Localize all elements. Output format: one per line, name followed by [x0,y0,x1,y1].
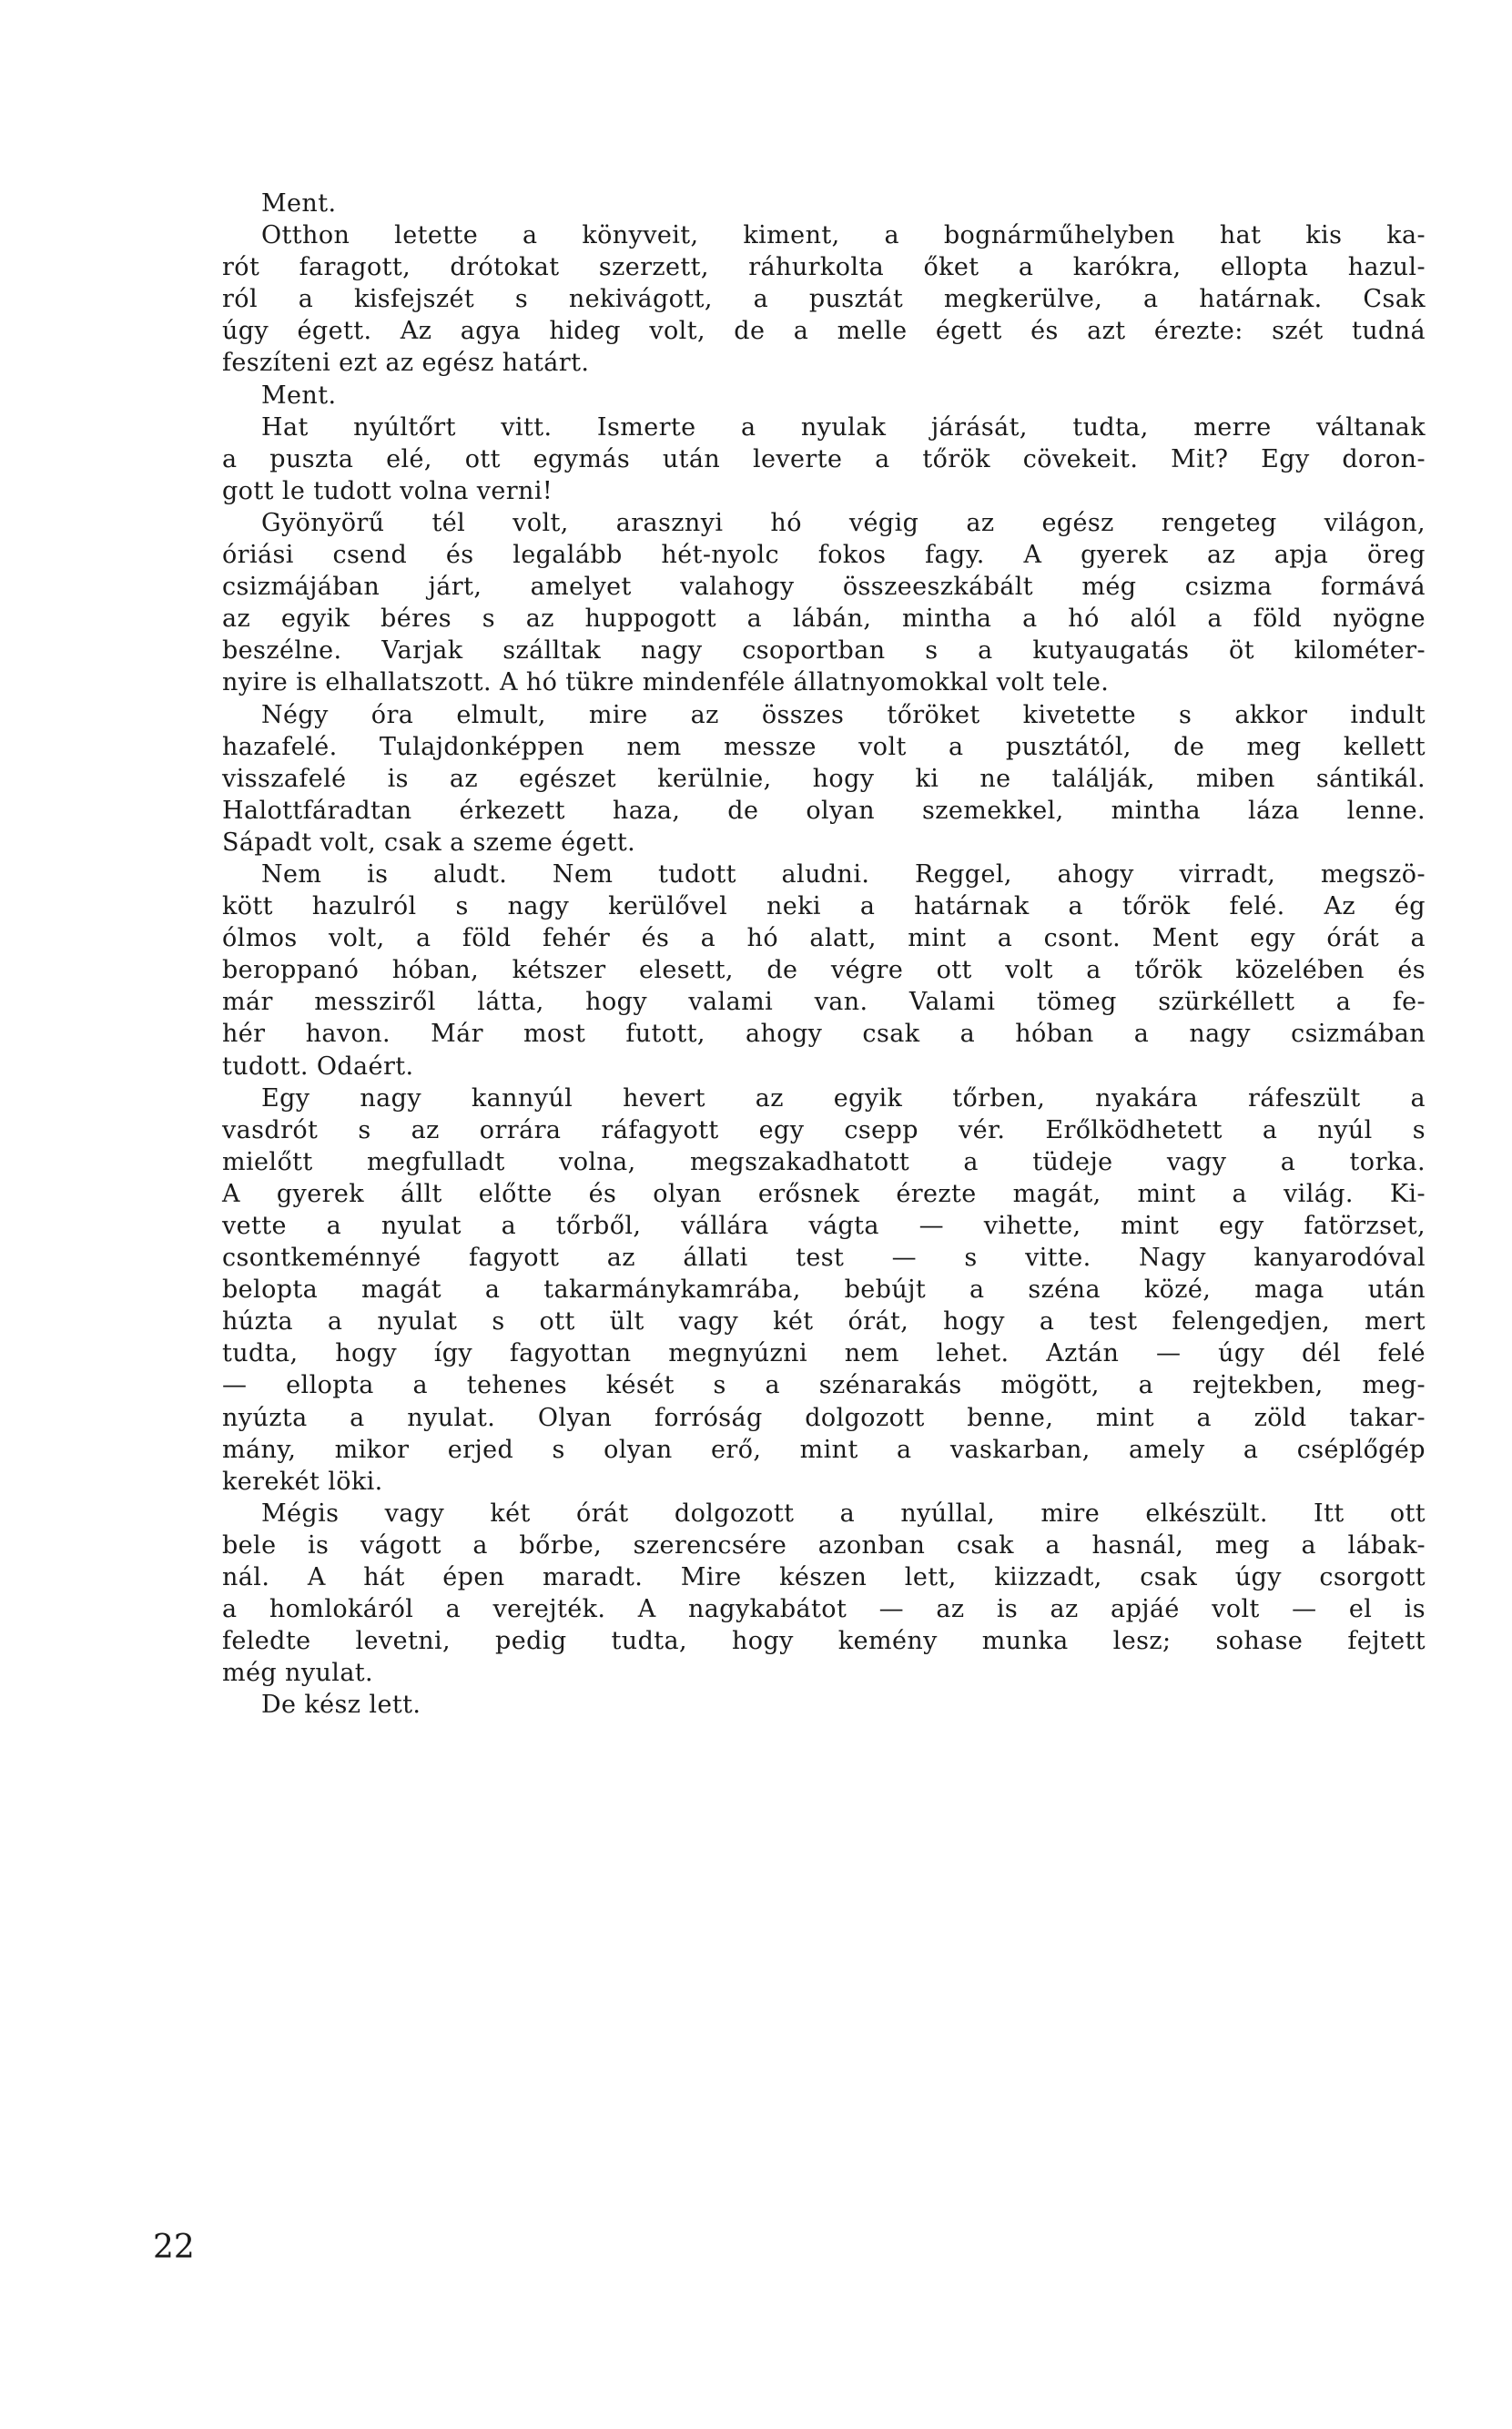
text-line: kerekét löki. [222,1467,383,1496]
text-line: vasdrót s az orrára ráfagyott egy csepp vér. Erőlködhetett a nyúl s [222,1115,1426,1144]
text-line: Ment. [261,189,337,218]
text-line: óriási csend és legalább hét-nyolc fokos fagy. A gyerek az apja öreg [222,541,1426,570]
text-line: hér havon. Már most futott, ahogy csak a hóban a nagy csizmában [222,1020,1426,1049]
text-line: húzta a nyulat s ott ült vagy két órát, hogy a test felengedjen, mert [222,1307,1426,1336]
text-line: kött hazulról s nagy kerülővel neki a határnak a tőrök felé. Az ég [222,892,1426,921]
text-line: feszíteni ezt az egész határt. [222,349,590,378]
text-line: mány, mikor erjed s olyan erő, mint a vaskarban, amely a cséplőgép [222,1435,1426,1464]
text-line: csontkeménnyé fagyott az állati test — s vitte. Nagy kanyarodóval [222,1244,1426,1273]
text-line: Négy óra elmult, mire az összes tőröket kivetette s akkor indult [261,700,1426,729]
text-line: nyire is elhallatszott. A hó tükre mindenféle állatnyomokkal volt tele. [222,668,1110,697]
text-line: Sápadt volt, csak a szeme égett. [222,828,636,857]
text-line: — ellopta a tehenes kését s a szénarakás mögött, a rejtekben, meg- [222,1371,1426,1400]
text-line: az egyik béres s az huppogott a lábán, mintha a hó alól a föld nyögne [222,605,1426,634]
text-line: a homlokáról a verejték. A nagykabátot — az is az apjáé volt — el is [222,1595,1426,1624]
text-line: belopta magát a takarmánykamrába, bebújt a széna közé, maga után [222,1275,1426,1305]
text-line: De kész lett. [261,1691,421,1720]
text-line: Otthon letette a könyveit, kiment, a bognárműhelyben hat kis ka- [261,221,1426,250]
text-line: a puszta elé, ott egymás után leverte a tőrök cövekeit. Mit? Egy doron- [222,444,1426,473]
text-line: feledte levetni, pedig tudta, hogy kemény munka lesz; sohase fejtett [222,1627,1426,1656]
text-line: nyúzta a nyulat. Olyan forróság dolgozott benne, mint a zöld takar- [222,1403,1426,1432]
text-line: A gyerek állt előtte és olyan erősnek érezte magát, mint a világ. Ki- [222,1179,1426,1208]
text-line: már messziről látta, hogy valami van. Valami tömeg szürkéllett a fe- [222,988,1426,1017]
text-line: beszélne. Varjak szálltak nagy csoportban s a kutyaugatás öt kilométer- [222,636,1426,666]
text-line: csizmájában járt, amelyet valahogy összeeszkábált még csizma formává [222,573,1426,602]
text-line: tudta, hogy így fagyottan megnyúzni nem lehet. Aztán — úgy dél felé [222,1339,1426,1368]
text-line: nál. A hát épen maradt. Mire készen lett, kiizzadt, csak úgy csorgott [222,1563,1426,1592]
text-line: vette a nyulat a tőrből, vállára vágta — vihette, mint egy fatörzset, [222,1212,1426,1240]
text-line: hazafelé. Tulajdonképpen nem messze volt a pusztától, de meg kellett [222,732,1426,761]
text-line: beroppanó hóban, kétszer elesett, de végre ott volt a tőrök közelében és [222,956,1426,985]
text-line: gott le tudott volna verni! [222,476,553,505]
body-text [222,188,1426,1722]
text-line: Hat nyúltőrt vitt. Ismerte a nyulak járását, tudta, merre váltanak [261,412,1426,442]
text-line: rót faragott, drótokat szerzett, ráhurkolta őket a karókra, ellopta hazul- [222,253,1426,282]
text-line: ólmos volt, a föld fehér és a hó alatt, mint a csont. Ment egy órát a [222,924,1426,953]
text-line: Ment. [261,381,337,410]
text-line: tudott. Odaért. [222,1052,414,1081]
text-line: Egy nagy kannyúl hevert az egyik tőrben, nyakára ráfeszült a [261,1083,1426,1113]
text-line: mielőtt megfulladt volna, megszakadhatott a tüdeje vagy a torka. [222,1147,1426,1176]
text-line: ról a kisfejszét s nekivágott, a pusztát megkerülve, a határnak. Csak [222,285,1426,314]
text-line: Nem is aludt. Nem tudott aludni. Reggel, ahogy virradt, megszö- [261,859,1426,889]
text-line: Gyönyörű tél volt, arasznyi hó végig az egész rengeteg világon, [261,508,1426,537]
text-line: még nyulat. [222,1659,374,1688]
text-line: visszafelé is az egészet kerülnie, hogy ki ne találják, miben sántikál. [222,764,1426,793]
text-line: úgy égett. Az agya hideg volt, de a melle égett és azt érezte: szét tudná [222,317,1426,346]
text-line: bele is vágott a bőrbe, szerencsére azonban csak a hasnál, meg a lábak- [222,1530,1426,1560]
page-number: 22 [153,2229,195,2266]
text-line: Halottfáradtan érkezett haza, de olyan szemekkel, mintha láza lenne. [222,796,1426,825]
text-line: Mégis vagy két órát dolgozott a nyúllal, mire elkészült. Itt ott [261,1499,1426,1528]
